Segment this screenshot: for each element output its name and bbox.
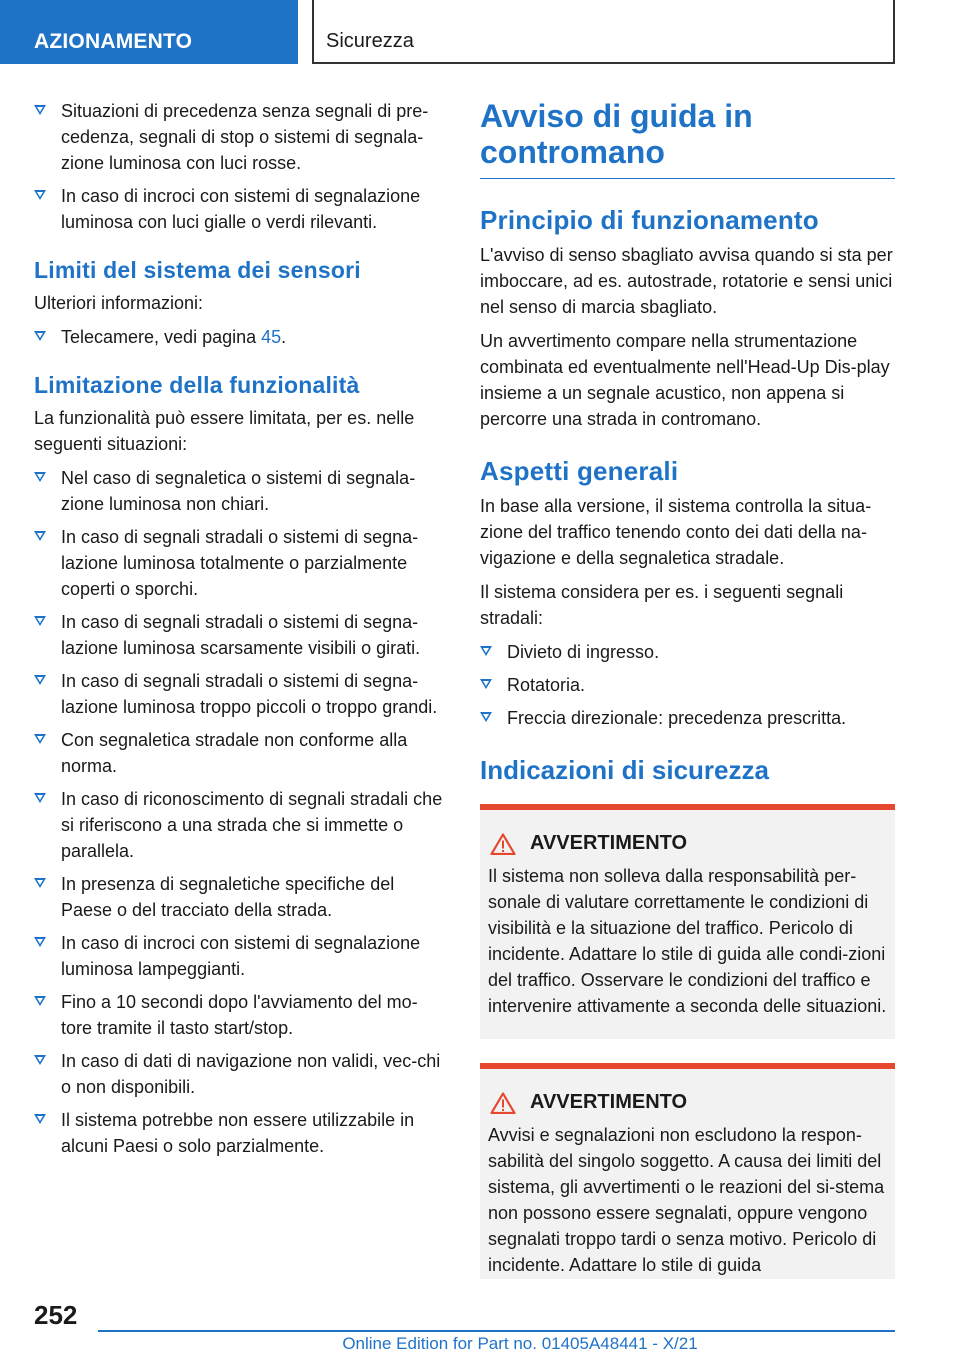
warning-triangle-icon [490, 833, 516, 855]
list-item: Nel caso di segnaletica o sistemi di segnala-zione luminosa non chiari. [34, 465, 444, 517]
warning-box [480, 804, 895, 1039]
list-item: Fino a 10 secondi dopo l'avviamento del mo-tore tramite il tasto start/stop. [34, 989, 444, 1041]
triangle-bullet-icon [34, 190, 46, 200]
list-item: Divieto di ingresso. [480, 639, 895, 665]
principle-paragraph: Un avvertimento compare nella strumentazione combinata ed eventualmente nell'Head-Up Dis-play insieme a un segnale acustico, non appena si percorre una strada in contromano. [480, 331, 890, 429]
principle-paragraph: L'avviso di senso sbagliato avvisa quando si sta per imboccare, ad es. autostrade, rotatorie e sensi unici nel senso di marcia sbagliato. [480, 245, 893, 317]
list-item: In presenza di segnaletiche specifiche del Paese o del tracciato della strada. [34, 871, 444, 923]
sensor-limits-heading: Limiti del sistema dei sensori [34, 257, 361, 283]
function-limits-heading: Limitazione della funzionalità [34, 372, 360, 398]
warning-title: AVVERTIMENTO [530, 832, 688, 854]
list-item: Il sistema potrebbe non essere utilizzabile in alcuni Paesi o solo parzialmente. [34, 1107, 444, 1159]
page-number: 252 [34, 1300, 78, 1330]
list-item: In caso di segnali stradali o sistemi di segna-lazione luminosa scarsamente visibili o girati. [34, 609, 444, 661]
function-limits-text: La funzionalità può essere limitata, per es. nelle seguenti situazioni: [34, 408, 415, 454]
triangle-bullet-icon [34, 675, 46, 685]
general-paragraph: Il sistema considera per es. i seguenti segnali stradali: [480, 582, 844, 628]
list-item: In caso di riconoscimento di segnali stradali che si riferiscono a una strada che si immette o parallela. [34, 786, 444, 864]
list-item: In caso di segnali stradali o sistemi di segna-lazione luminosa totalmente o parzialmente coperti o sporchi. [34, 524, 444, 602]
function-bullet-list [34, 465, 444, 1159]
triangle-bullet-icon [34, 331, 46, 341]
warning-title: AVVERTIMENTO [530, 1091, 688, 1113]
footer-edition: Online Edition for Part no. 01405A48441 - X/21 [342, 1334, 698, 1353]
warning-triangle-icon [490, 1092, 516, 1114]
triangle-bullet-icon [34, 105, 46, 115]
warning-box [480, 1063, 895, 1279]
triangle-bullet-icon [34, 472, 46, 482]
triangle-bullet-icon [34, 734, 46, 744]
principle-heading: Principio di funzionamento [480, 205, 819, 235]
triangle-bullet-icon [34, 531, 46, 541]
triangle-bullet-icon [34, 616, 46, 626]
triangle-bullet-icon [480, 646, 492, 656]
intro-bullet-list [34, 98, 444, 235]
sensor-limits-text: Ulteriori informazioni: [34, 293, 204, 313]
warning-text: Il sistema non solleva dalla responsabilità per-sonale di valutare correttamente le condizioni di visibilità e la situazione del traffico. Pericolo di incidente. Adattare lo stile di guida alle condi-zioni del traffico. Osservare le condizioni del traffico e intervenire attivamente a seconda delle situazioni. [488, 866, 887, 1016]
triangle-bullet-icon [34, 1055, 46, 1065]
section-tab: Sicurezza [312, 0, 895, 64]
list-item: Con segnaletica stradale non conforme alla norma. [34, 727, 444, 779]
general-paragraph: In base alla versione, il sistema controlla la situa-zione del traffico tenendo conto dei dati della na-vigazione e della segnaletica stradale. [480, 496, 872, 568]
triangle-bullet-icon [480, 712, 492, 722]
left-column [34, 98, 444, 1166]
triangle-bullet-icon [480, 679, 492, 689]
chapter-tab: AZIONAMENTO [0, 0, 298, 64]
page-title: Avviso di guida in contromano [480, 98, 895, 179]
right-column [480, 98, 895, 1279]
list-item: Situazioni di precedenza senza segnali di pre-cedenza, segnali di stop o sistemi di segnala-zione luminosa con luci rosse. [34, 98, 444, 176]
signs-bullet-list [480, 639, 895, 731]
footer-divider [98, 1330, 895, 1332]
list-item: In caso di dati di navigazione non validi, vec-chi o non disponibili. [34, 1048, 444, 1100]
list-item: In caso di segnali stradali o sistemi di segna-lazione luminosa troppo piccoli o troppo grandi. [34, 668, 444, 720]
page-link[interactable]: 45 [261, 327, 282, 347]
triangle-bullet-icon [34, 793, 46, 803]
sensor-bullet-list [34, 324, 444, 350]
list-item: In caso di incroci con sistemi di segnalazione luminosa con luci gialle o verdi rilevanti. [34, 183, 444, 235]
triangle-bullet-icon [34, 996, 46, 1006]
list-item: In caso di incroci con sistemi di segnalazione luminosa lampeggianti. [34, 930, 444, 982]
list-item: Rotatoria. [480, 672, 895, 698]
list-item: Freccia direzionale: precedenza prescritta. [480, 705, 895, 731]
general-heading: Aspetti generali [480, 456, 679, 486]
warning-text: Avvisi e segnalazioni non escludono la respon-sabilità del singolo soggetto. A causa dei limiti del sistema, gli avvertimenti o le reazioni del si-stema non possono essere segnalati, oppure vengono segnalati troppo tardi o senza motivo. Pericolo di incidente. Adattare lo stile di guida [488, 1125, 885, 1275]
triangle-bullet-icon [34, 937, 46, 947]
safety-heading: Indicazioni di sicurezza [480, 755, 769, 785]
list-item: Telecamere, vedi pagina 45. [34, 324, 444, 350]
triangle-bullet-icon [34, 878, 46, 888]
triangle-bullet-icon [34, 1114, 46, 1124]
